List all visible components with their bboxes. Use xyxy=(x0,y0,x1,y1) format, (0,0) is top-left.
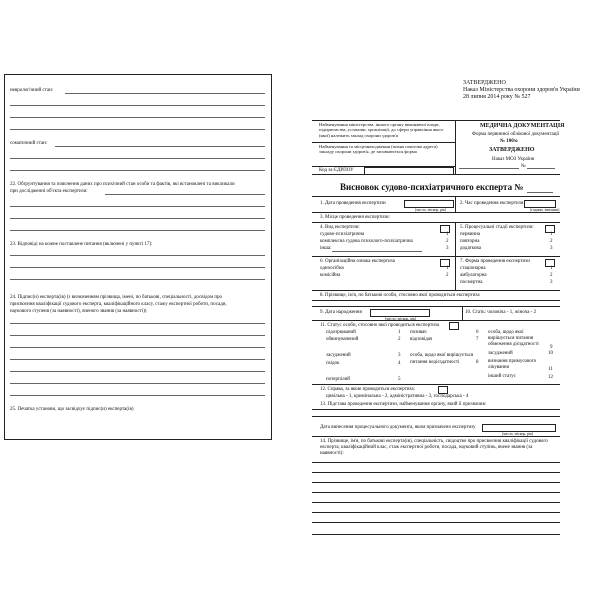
s11-c3-6: лікування xyxy=(488,365,509,370)
s11-c3-7: інший статус xyxy=(488,374,516,379)
form-title: Висновок судово-психіатричного експерта № xyxy=(340,182,524,192)
approved-label: ЗАТВЕРДЖЕНО xyxy=(489,147,535,153)
s4-opt-3: інша: xyxy=(320,246,332,251)
s11-box[interactable] xyxy=(449,322,459,330)
section-24-label-b: присвоєння кваліфікації судового експерта, кваліфікаційного класу, стажу експертної роботи, посади, xyxy=(10,302,227,307)
neurological-label: неврологічний стан: xyxy=(10,88,54,93)
s7-n2: 2 xyxy=(550,273,553,278)
s6-n1: 1 xyxy=(446,266,449,271)
s11-c3-2: вирішується питання xyxy=(488,336,534,341)
s11-n8: 8 xyxy=(476,360,479,365)
s11-c3-4: засуджений xyxy=(488,351,513,356)
order-label: Наказ МОЗ України xyxy=(492,157,535,162)
s4-n2: 2 xyxy=(446,239,449,244)
s11-c2-1: позивач xyxy=(410,330,427,335)
s12-label: 12. Справа, за якою проводиться експертиза: xyxy=(320,387,415,392)
s11-n9: 9 xyxy=(550,345,553,350)
s11-n5: 5 xyxy=(398,377,401,382)
s11-c1-2: обвинувачений xyxy=(326,337,359,342)
s5-n1: 1 xyxy=(550,232,553,237)
edrpou-label: Код за ЄДРПОУ xyxy=(319,168,354,173)
s11-n4: 4 xyxy=(398,361,401,366)
left-page xyxy=(4,74,272,440)
s5-n3: 3 xyxy=(550,246,553,251)
s5-opt-2: повторна xyxy=(460,239,480,244)
s11-n3: 3 xyxy=(398,353,401,358)
approved-header-3: 28 липня 2014 року № 527 xyxy=(463,94,531,100)
s11-n10: 10 xyxy=(548,351,553,356)
s11-c2-2: відповідач xyxy=(410,337,433,342)
s8-label: 8. Прізвище, ім'я, по батькові особи, стосовно якої проводиться експертиза xyxy=(320,293,480,298)
s12-options: цивільна - 1, кримінальна - 2, адміністративна - 3, господарська - 4 xyxy=(326,394,469,399)
section-22-label: 22. Обґрунтування та пояснення даних про психічний стан особи та фактів, які встановлені та викликали xyxy=(10,182,235,187)
s6-label: 6. Організаційна ознака експертиза xyxy=(320,259,395,264)
s5-opt-3: додаткова xyxy=(460,246,481,251)
s5-label: 5. Процесуальні стадії експертизи: xyxy=(460,225,534,230)
med-doc-label: МЕДИЧНА ДОКУМЕНТАЦІЯ xyxy=(480,123,565,129)
s2-hint: (години, хвилини) xyxy=(530,208,560,212)
s11-n11: 11 xyxy=(548,367,553,372)
approved-header-1: ЗАТВЕРДЖЕНО xyxy=(463,80,506,86)
s11-c1-5: потерпілий xyxy=(326,377,350,382)
s5-n2: 2 xyxy=(550,239,553,244)
s11-c1-4: свідок xyxy=(326,361,340,366)
right-page xyxy=(312,120,565,536)
s14-label: 14. Прізвище, ім'я, по батькові експерта(ів), спеціальність, свідоцтво про присвоєння кваліфікації судового експерта, кваліфікаційний клас, стаж експертної роботи, посада, науковий ступінь, вчене звання (за наявності): xyxy=(320,439,548,456)
s4-opt-2: комплексна судова психолого-психіатрична xyxy=(320,239,413,244)
section-24-label-c: наукового ступеня (за наявності), вченого звання (за наявності)) xyxy=(10,309,147,314)
s4-n3: 3 xyxy=(446,246,449,251)
section-25-label: 25. Печатка установи, що засвідчує підпис(и) експерта(ів) xyxy=(10,407,134,412)
s11-c1-1: підозрюваний xyxy=(326,330,356,335)
s9-label: 9. Дата народження xyxy=(320,310,362,315)
s9-hint: (число, місяць, рік) xyxy=(385,317,417,321)
s7-label: 7. Форма проведення експертизи xyxy=(460,259,530,264)
ministry-label: Найменування міністерства, іншого органу виконавчої влади, підприємства, установи, організації, до сфери управління якого (якої) належить заклад охорони здоров'я xyxy=(319,122,444,138)
s7-n3: 3 xyxy=(550,280,553,285)
s12-box[interactable] xyxy=(438,386,448,394)
form-line: Форма первинної облікової документації xyxy=(472,132,560,137)
s4-opt-1: судово-психіатрична xyxy=(320,232,365,237)
s6-opt-2: комісійна xyxy=(320,273,341,278)
s11-n1: 1 xyxy=(398,330,401,335)
s11-c2-3: особа, щодо якої вирішується xyxy=(410,353,474,358)
s1-hint: (число, місяць, рік) xyxy=(415,208,447,212)
somatic-label: соматичний стан: xyxy=(10,141,48,146)
s11-n6: 6 xyxy=(476,330,479,335)
s11-c1-3: засуджений xyxy=(326,353,351,358)
form-no: № 100/о xyxy=(500,139,518,144)
section-23-label: 23. Відповіді на кожне поставлене питання (включені у пункті 17): xyxy=(10,242,153,247)
s11-c3-3: обмеження дієздатності xyxy=(488,342,539,347)
no-sign: № xyxy=(521,164,526,169)
s1-label: 1. Дата проведення експертизи xyxy=(320,201,386,206)
approved-header-2: Наказ Міністерства охорони здоров'я України xyxy=(463,87,580,93)
s11-label: 11. Статус особи, стосовно якої проводиться експертиза xyxy=(320,323,440,328)
s7-opt-3: посмертна xyxy=(460,280,483,285)
facility-label: Найменування та місцезнаходження (повна поштова адреса) закладу охорони здоров'я, де заповнюється форма xyxy=(319,144,438,155)
s3-label: 3. Місце проведення експертизи: xyxy=(320,215,390,220)
s13-hint: (число, місяць, рік) xyxy=(502,432,534,436)
s13-label: 13. Підстава проведення експертизи, найменування органу, який її призначив: xyxy=(320,402,487,407)
s6-opt-1: одноосібна xyxy=(320,266,344,271)
s11-n12: 12 xyxy=(548,375,553,380)
s5-opt-1: первинна xyxy=(460,232,481,237)
s13-date-label: Дата винесення процесуального документа, яким призначено експертизу xyxy=(320,425,476,430)
s11-n7: 7 xyxy=(476,337,479,342)
section-22-label-b: при дослідженні об'єкта експертизи: xyxy=(10,189,88,194)
section-24-label-a: 24. Підпис(и) експерта(ів) (з визначенням прізвища, імені, по батькові, спеціальності, досвідом про xyxy=(10,295,223,300)
s4-label: 4. Вид експертизи: xyxy=(320,225,360,230)
s10-label: 10. Стать: чоловіча - 1, жіноча - 2 xyxy=(465,310,537,315)
s6-n2: 2 xyxy=(446,273,449,278)
s7-opt-2: амбулаторна xyxy=(460,273,487,278)
s11-c2-4: питання недієздатності xyxy=(410,360,460,365)
s7-n1: 1 xyxy=(550,266,553,271)
s4-n1: 1 xyxy=(446,232,449,237)
s7-opt-1: стаціонарна xyxy=(460,266,486,271)
s2-label: 2. Час проведення експертизи xyxy=(460,201,524,206)
s11-n2: 2 xyxy=(398,337,401,342)
s11-c3-1: особа, щодо якої xyxy=(488,330,524,335)
s11-c3-5: визнання примусового xyxy=(488,359,537,364)
